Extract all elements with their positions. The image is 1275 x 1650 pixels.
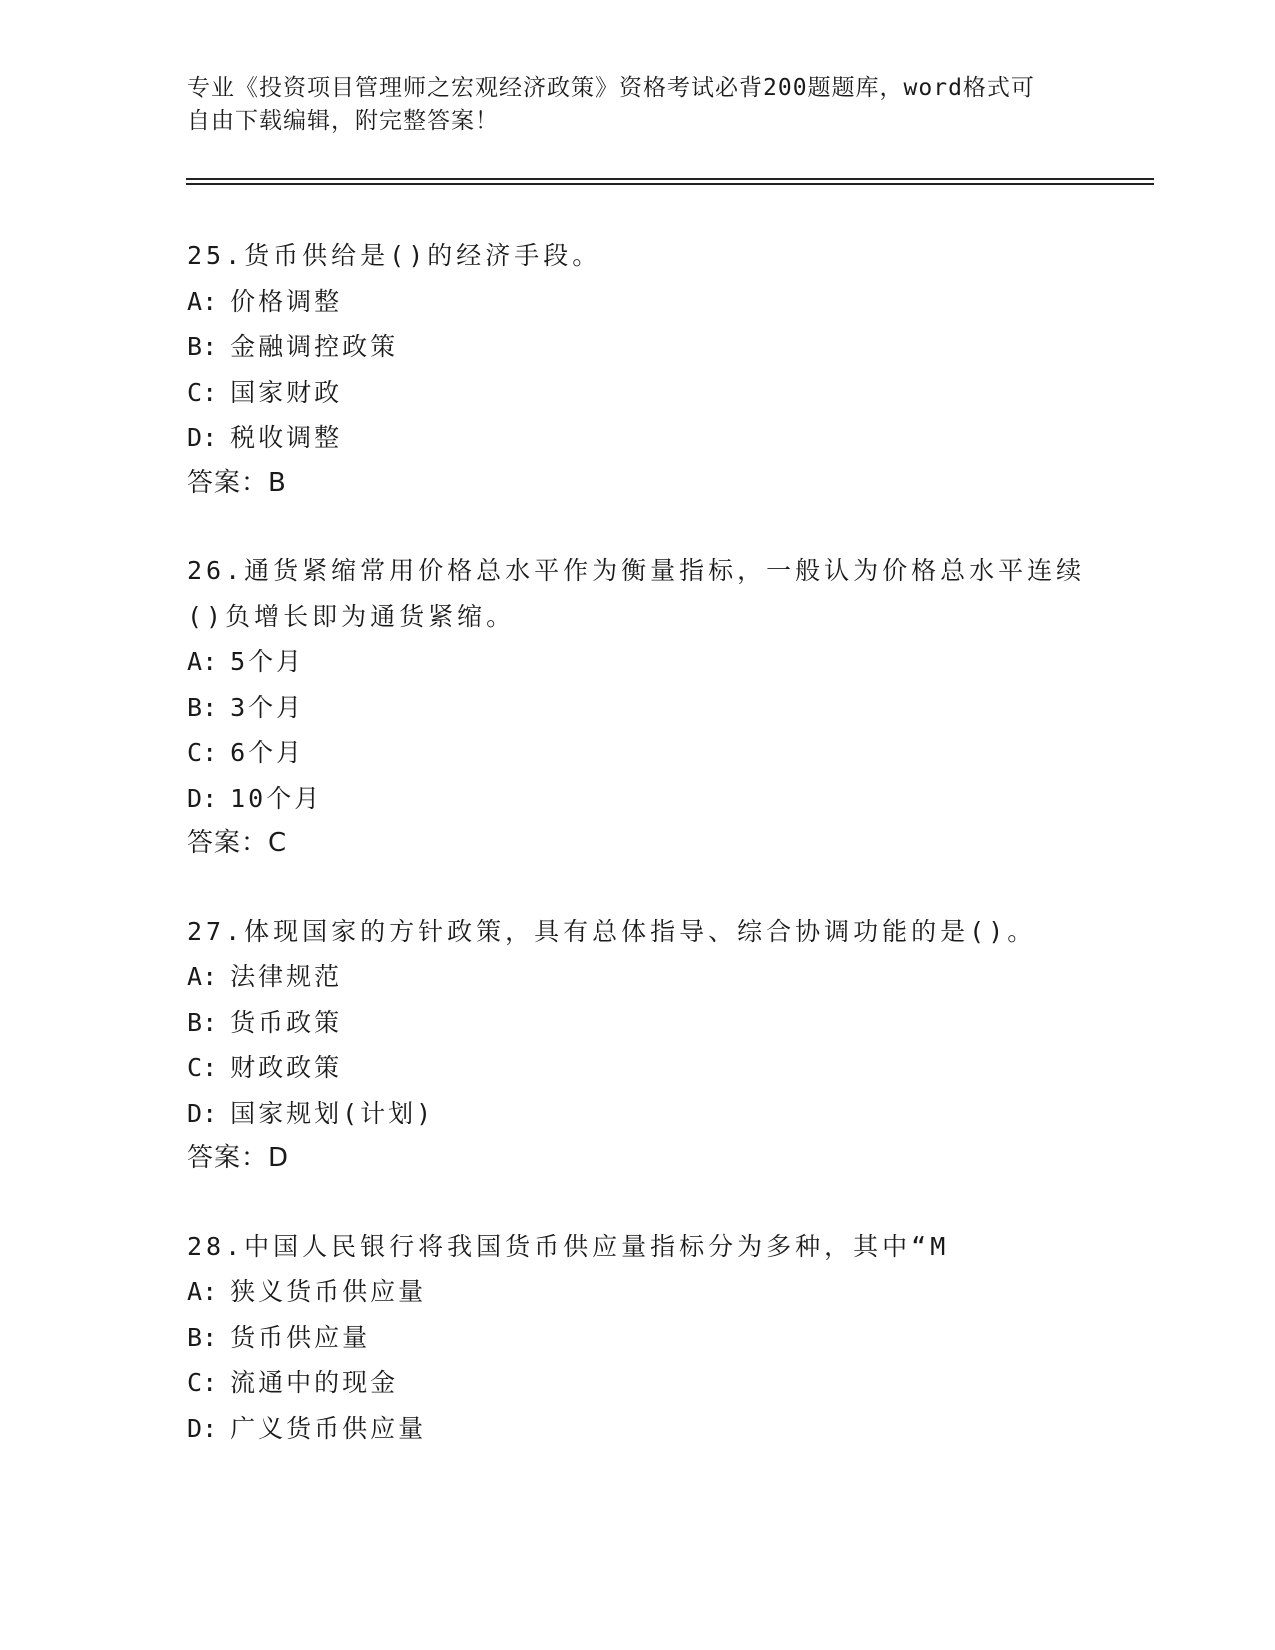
option-letter: C [187,738,203,767]
option-text: 狭义货币供应量 [230,1277,427,1306]
option-b: B: 金融调控政策 [187,332,399,361]
option-c: C: 国家财政 [187,377,343,407]
option-letter: D [187,1098,203,1128]
option-text: 金融调控政策 [230,332,399,361]
option-d: D: 税收调整 [187,423,343,452]
option-text: 财政政策 [230,1053,343,1082]
option-letter: B [187,332,203,361]
option-c: C: 流通中的现金 [187,1368,399,1397]
option-a: A: 法律规范 [187,962,343,991]
option-text: 国家财政 [230,377,343,407]
option-letter: B [187,1007,203,1037]
answer-value: B [268,467,287,498]
option-letter: C [187,1053,203,1082]
header-divider-top [186,178,1154,180]
option-text: 货币供应量 [230,1322,371,1352]
question-stem-line: 26.通货紧缩常用价格总水平作为衡量指标，一般认为价格总水平连续 [187,556,1086,585]
option-a: A: 狭义货币供应量 [187,1277,427,1306]
question-stem [187,233,1187,279]
header-line-1: 专业《投资项目管理师之宏观经济政策》资格考试必背200题题库，word格式可 [187,75,1035,101]
option-d: D: 广义货币供应量 [187,1413,427,1443]
header-divider-bottom [186,183,1154,185]
question-stem [187,548,1187,639]
answer-label: 答案： [187,828,269,858]
option-letter: B [187,692,203,722]
question-27 [187,909,1187,1182]
option-letter: A [187,962,203,991]
option-letter: D [187,423,203,452]
option-b: B: 3个月 [187,692,305,722]
option-letter: A [187,1277,203,1306]
option-d: D: 国家规划(计划) [187,1098,435,1128]
question-stem [187,1224,1187,1270]
option-letter: A [187,647,203,676]
question-stem-line: 27.体现国家的方针政策，具有总体指导、综合协调功能的是()。 [187,916,1037,946]
question-stem [187,909,1187,955]
answer-label: 答案： [187,1143,269,1173]
question-26 [187,548,1187,867]
answer-value: D [268,1143,290,1173]
option-text: 货币政策 [230,1007,343,1037]
answer [187,821,1187,867]
option-text: 5个月 [230,647,305,676]
answer-value: C [268,828,288,858]
answer [187,461,1187,507]
option-b: B: 货币政策 [187,1007,343,1037]
option-text: 价格调整 [230,286,343,316]
option-text: 税收调整 [230,423,343,452]
question-list [187,233,1187,1493]
option-a: A: 价格调整 [187,286,343,316]
option-text: 10个月 [230,783,323,813]
answer [187,1136,1187,1182]
option-letter: C [187,1368,203,1397]
option-letter: D [187,1413,203,1443]
header-line-2: 自由下载编辑，附完整答案！ [187,108,499,134]
option-letter: A [187,286,203,316]
option-text: 法律规范 [230,962,343,991]
question-stem-line: 28.中国人民银行将我国货币供应量指标分为多种，其中“M [187,1231,950,1261]
option-letter: B [187,1322,203,1352]
option-text: 国家规划(计划) [230,1098,435,1128]
question-28 [187,1224,1187,1452]
question-stem-line: 25.货币供给是()的经济手段。 [187,241,602,270]
document-header [187,72,1067,138]
option-b: B: 货币供应量 [187,1322,371,1352]
option-a: A: 5个月 [187,647,305,676]
option-text: 6个月 [230,738,305,767]
answer-label: 答案： [187,467,269,498]
option-letter: D [187,783,203,813]
question-stem-line: ()负增长即为通货紧缩。 [187,601,516,631]
option-d: D: 10个月 [187,783,323,813]
option-letter: C [187,377,203,407]
question-25 [187,233,1187,506]
option-text: 广义货币供应量 [230,1413,427,1443]
option-c: C: 6个月 [187,738,305,767]
option-text: 3个月 [230,692,305,722]
option-text: 流通中的现金 [230,1368,399,1397]
option-c: C: 财政政策 [187,1053,343,1082]
